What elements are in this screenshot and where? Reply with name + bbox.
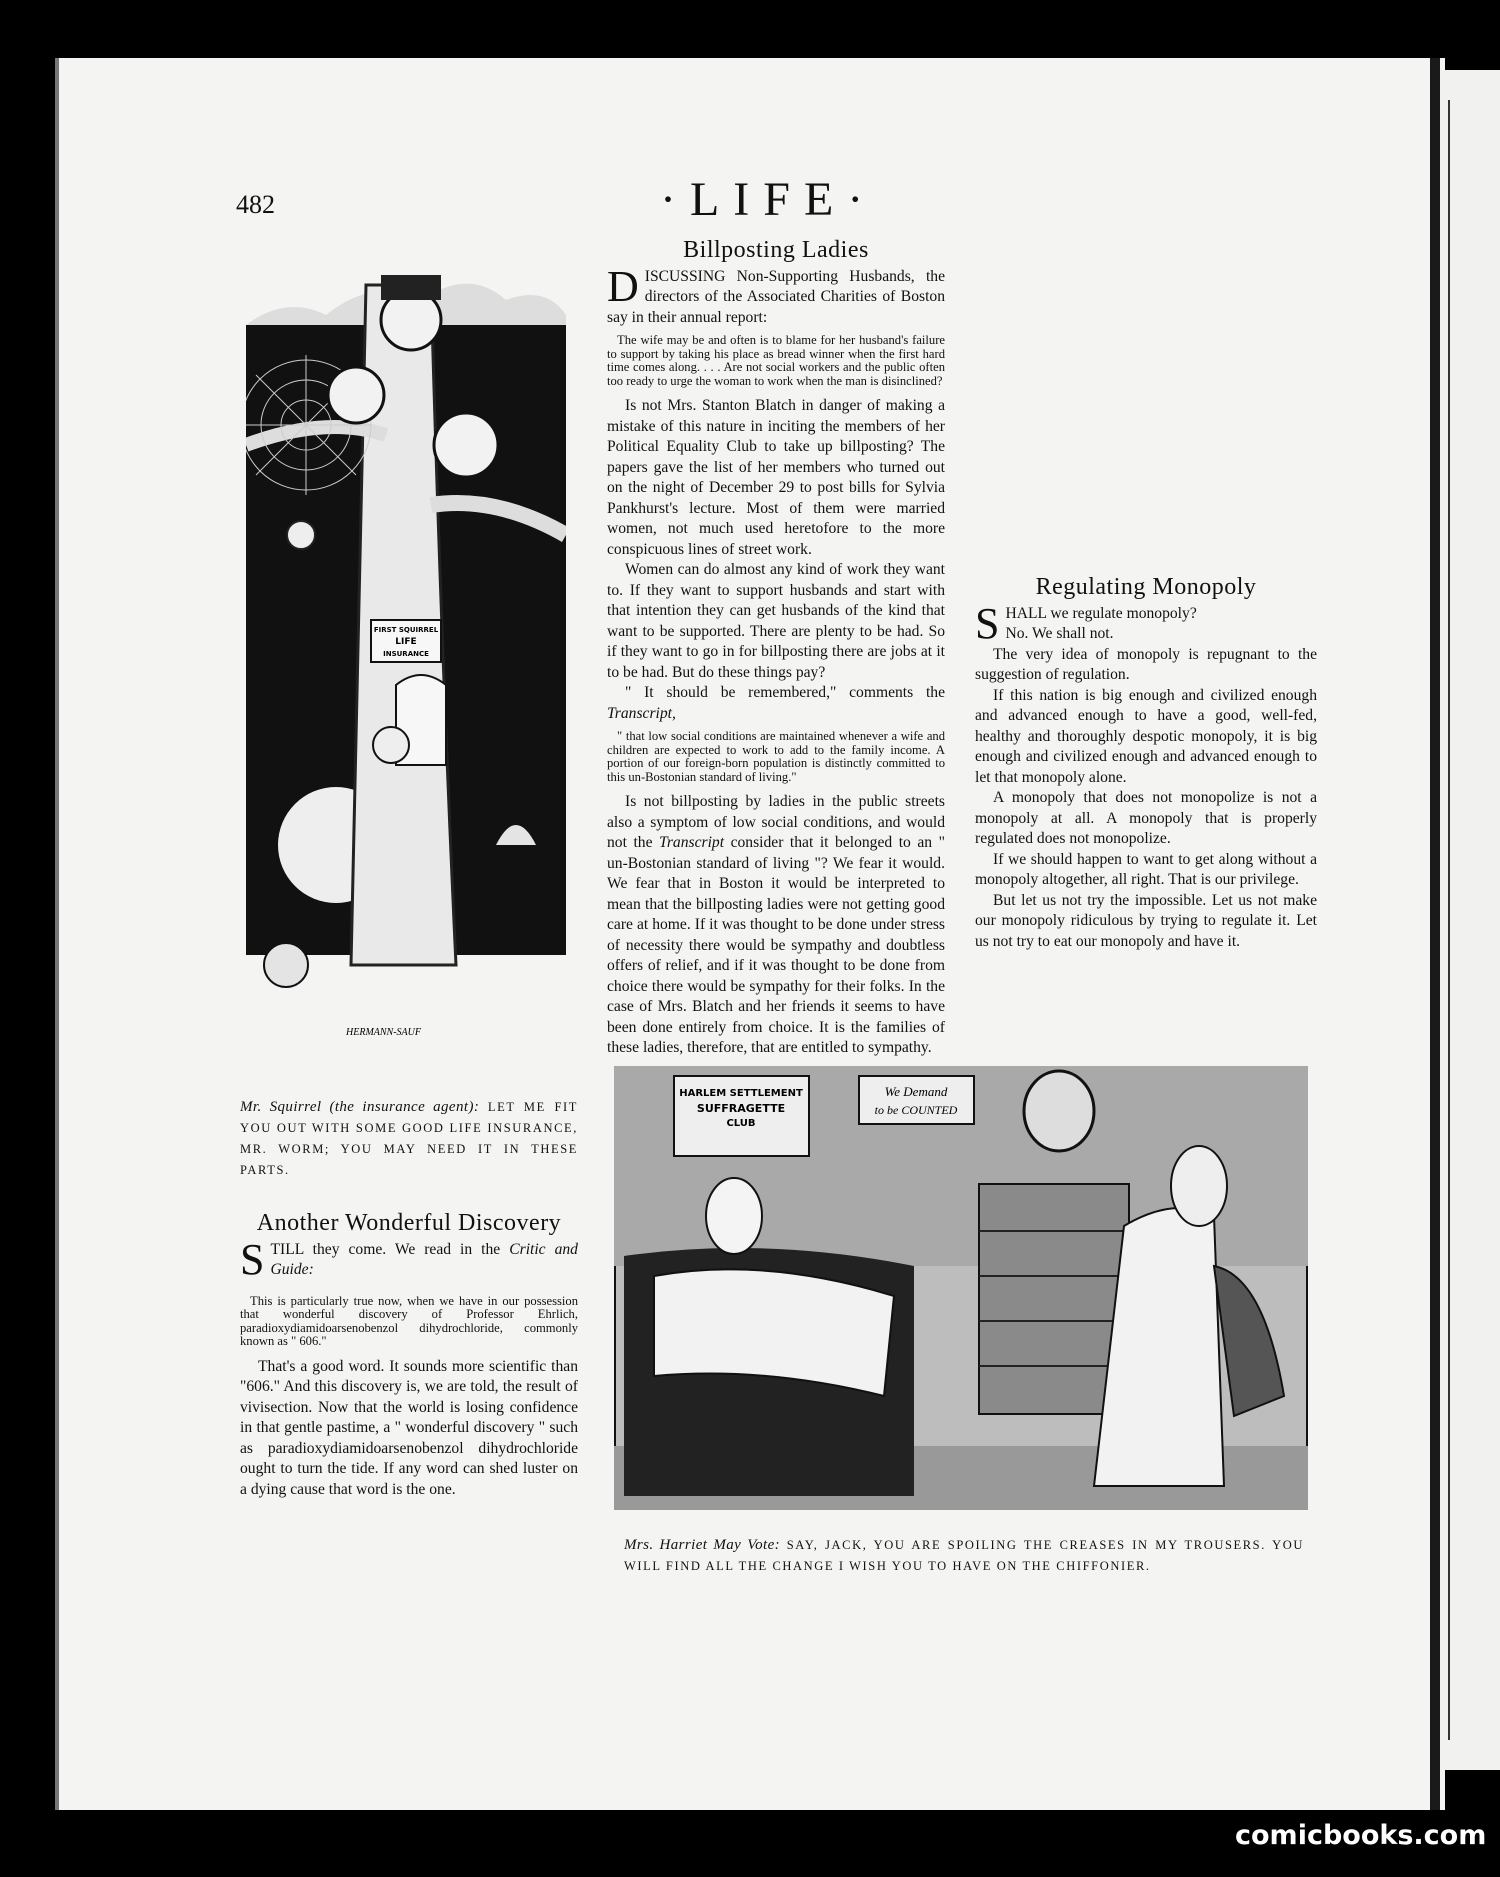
squirrel-caption-text: LET ME FIT YOU OUT WITH SOME GOOD LIFE INSURANCE, MR. WORM; YOU MAY NEED IT IN THESE PARTS. <box>240 1100 579 1177</box>
site-watermark: comicbooks.com <box>1235 1820 1487 1851</box>
billposting-para-2: Women can do almost any kind of work they want to. If they want to support husbands and start with that intention they can get husbands of the kind that want to be supported. There are plenty to be had. So if they want to go in for billposting there are jobs at it to be had. But do these things pay? <box>607 561 945 681</box>
squirrel-caption-speaker: Mr. Squirrel (the insurance agent): <box>240 1099 480 1115</box>
page-number: 482 <box>236 190 275 219</box>
monopoly-intro: SHALL we regulate monopoly? No. We shall not. <box>975 598 1197 648</box>
tree-sign-line-3: INSURANCE <box>383 650 429 658</box>
vote-caption <box>624 1535 1304 1577</box>
demand-sign-line-1: We Demand <box>884 1084 948 1099</box>
discovery-para-1: That's a good word. It sounds more scientific than "606." And this discovery is, we are told, the result of vivisection. Now that the world is losing confidence in that gentle pastime, a " wonderful discovery " such as paradioxydiamidoarsenobenzol dihydrochloride ought to turn the tide. If any word can shed luster on a dying cause that word is the one. <box>240 1357 578 1498</box>
billposting-title: Billposting Ladies <box>683 237 869 263</box>
tree-sign-line-2: LIFE <box>395 637 417 647</box>
demand-sign-line-2: to be COUNTED <box>874 1103 958 1117</box>
tree-sign-line-1: FIRST SQUIRREL <box>373 626 439 634</box>
discovery-drop-cap: S <box>240 1234 265 1284</box>
billposting-intro: DISCUSSING Non-Supporting Husbands, the directors of the Associated Charities of Boston say in their annual report: <box>607 261 945 326</box>
discovery-title: Another Wonderful Discovery <box>256 1210 562 1236</box>
billposting-para-3: " It should be remembered," comments the Transcript, <box>607 684 945 722</box>
monopoly-para-2: If this nation is big enough and civilized enough and advanced enough to have a good, well-fed, healthy and thoroughly despotic monopoly, it is big enough and civilized enough and advanced enough to let that monopoly alone. <box>975 686 1317 786</box>
squirrel-caption <box>240 1097 578 1181</box>
billposting-column-1 <box>607 237 945 1059</box>
monopoly-drop-cap: S <box>975 598 1000 648</box>
rabbits-bedroom-illustration <box>614 1066 1308 1510</box>
club-sign-line-2: SUFFRAGETTE <box>696 1102 786 1115</box>
adjacent-page-rule <box>1448 100 1450 1740</box>
club-sign-line-1: HARLEM SETTLEMENT <box>679 1088 803 1099</box>
squirrel-tree-illustration <box>246 245 566 1045</box>
page-binding <box>1430 58 1440 1810</box>
monopoly-para-3: A monopoly that does not monopolize is not a monopoly at all. A monopoly that is properly regulated does not monopolize. <box>975 789 1317 847</box>
billposting-drop-cap: D <box>607 261 639 311</box>
monopoly-para-4: If we should happen to want to get along without a monopoly altogether, all right. That is our privilege. <box>975 850 1317 888</box>
artist-signature: HERMANN-SAUF <box>346 1027 421 1038</box>
page-edge <box>55 58 59 1810</box>
vote-caption-text: SAY, JACK, YOU ARE SPOILING THE CREASES IN MY TROUSERS. YOU WILL FIND ALL THE CHANGE I WISH YOU TO HAVE ON THE CHIFFONIER. <box>624 1538 1304 1573</box>
monopoly-title: Regulating Monopoly <box>1035 574 1257 600</box>
discovery-quote: This is particularly true now, when we have in our possession that wonderful discovery of Professor Ehrlich, paradioxydiamidoarsenobenzol dihydrochloride, commonly known as " 606." <box>240 1293 578 1348</box>
billposting-quote-1: The wife may be and often is to blame for her husband's failure to support by taking his place as bread winner when the first hard time comes along. . . . Are not social workers and the public often too ready to urge the woman to work when the man is disinclined? <box>607 333 945 388</box>
monopoly-para-1: The very idea of monopoly is repugnant to the suggestion of regulation. <box>975 645 1317 683</box>
discovery-column <box>240 1210 578 1500</box>
discovery-intro: STILL they come. We read in the Critic and Guide: <box>240 1234 578 1284</box>
vote-caption-speaker: Mrs. Harriet May Vote: <box>624 1537 781 1553</box>
billposting-para-4: Is not billposting by ladies in the public streets also a symptom of low social conditions, and would not the Transcript consider that it belonged to an " un-Bostonian standard of living "? We fear it would. We fear that in Boston it would be interpreted to mean that the billposting ladies were not getting good care at home. If it was thought to be done under stress of necessity there would be sympathy and doubtless offers of relief, and if it was thought to be done from choice there would be sympathy for their folks. In the case of Mrs. Blatch and her friends it seems to have been done entirely from choice. It is the families of these ladies, therefore, that are entitled to sympathy. <box>607 793 945 1056</box>
billposting-quote-2: " that low social conditions are maintained whenever a wife and children are expected to work to add to the family income. A portion of our foreign-born population is distinctly committed to this un-Bostonian standard of living." <box>607 729 945 784</box>
monopoly-para-5: But let us not try the impossible. Let us not make our monopoly ridiculous by trying to regulate it. Let us not try to eat our monopoly and have it. <box>975 891 1317 950</box>
club-sign-line-3: CLUB <box>726 1118 756 1129</box>
monopoly-column <box>975 574 1317 952</box>
masthead: ·LIFE· <box>660 173 878 226</box>
billposting-para-1: Is not Mrs. Stanton Blatch in danger of making a mistake of this nature in inciting the members of her Political Equality Club to take up billposting? The papers gave the list of her members who turned out on the night of December 29 to post bills for Sylvia Pankhurst's lecture. Most of them were married women, not much used heretofore to the more conspicuous lines of street work. <box>607 397 945 558</box>
